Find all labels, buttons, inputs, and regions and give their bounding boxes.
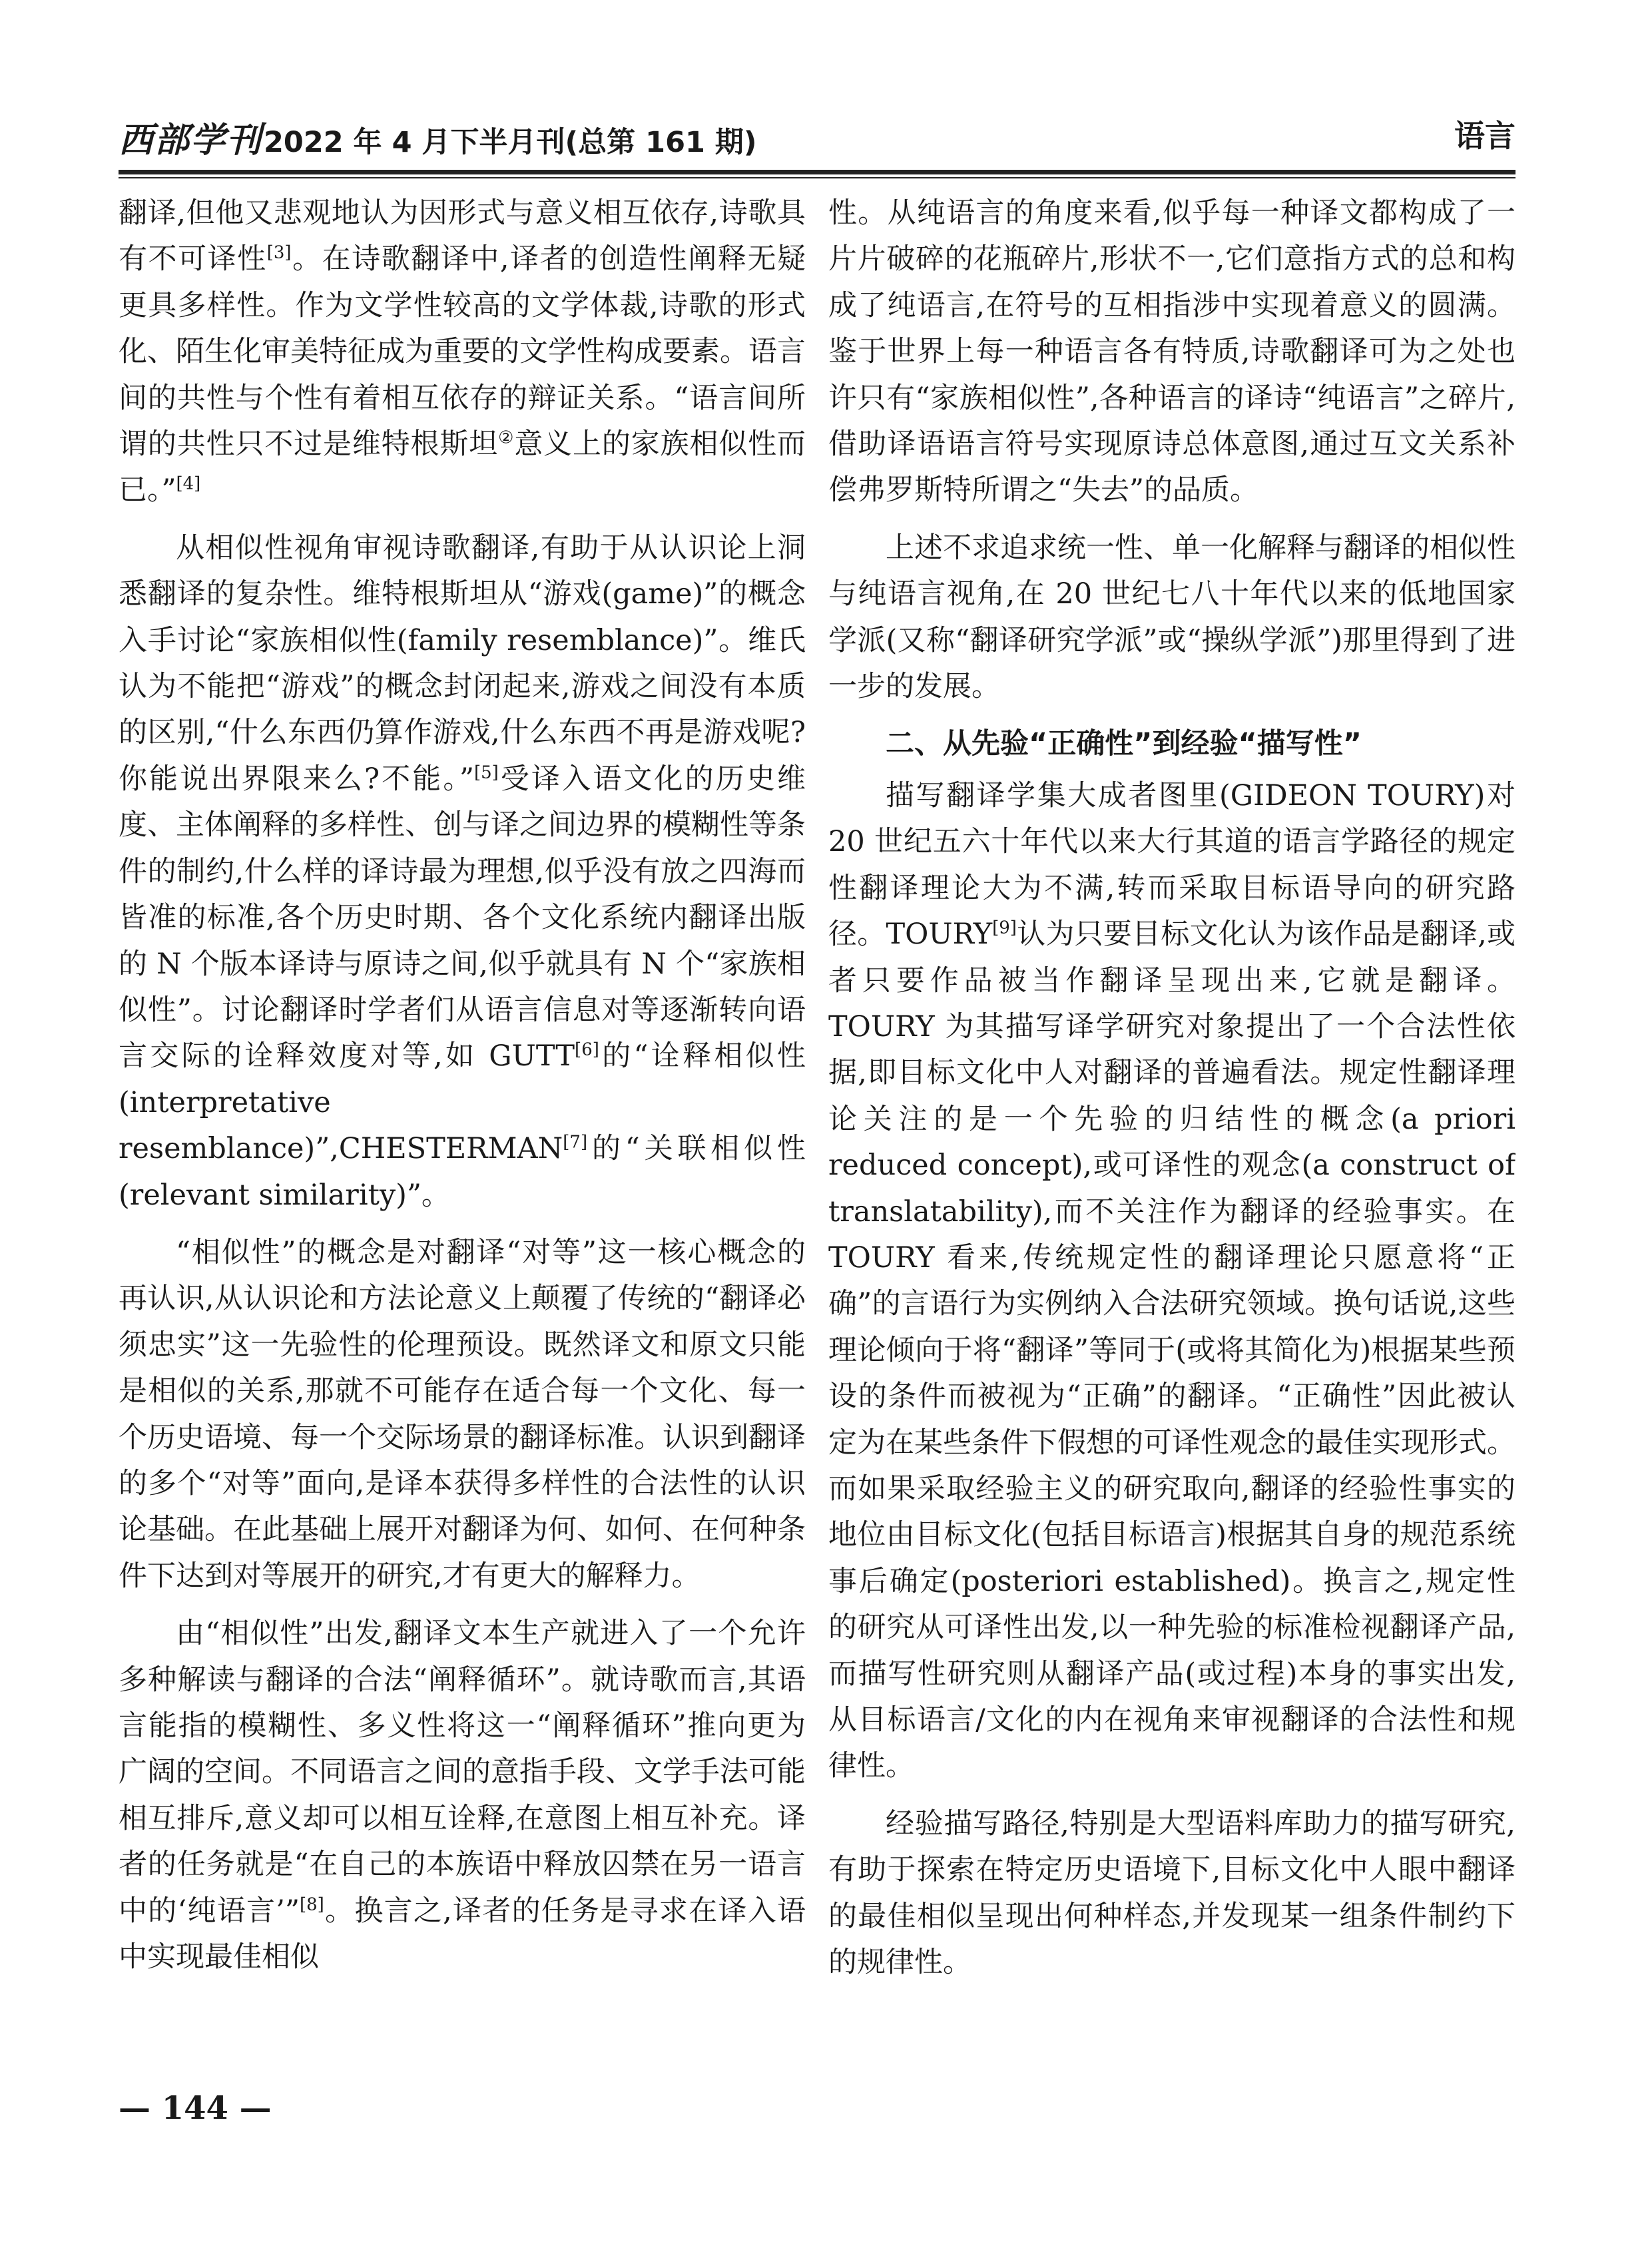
paragraph: 由“相似性”出发,翻译文本生产就进入了一个允许多种解读与翻译的合法“阐释循环”。就诗歌而言,其语言能指的模糊性、多义性将这一“阐释循环”推向更为广阔的空间。不同语言之间的意指手段、文学手法可能相互排斥,意义却可以相互诠释,在意图上相互补充。译者的任务就是“在自己的本族语中释放囚禁在另一语言中的‘纯语言’”[8]。换言之,译者的任务是寻求在译入语中实现最佳相似: [119, 1617, 806, 1974]
issue-info: 2022 年 4 月下半月刊(总第 161 期): [264, 126, 757, 159]
paragraph: 性。从纯语言的角度来看,似乎每一种译文都构成了一片片破碎的花瓶碎片,形状不一,它们意指方式的总和构成了纯语言,在符号的互相指涉中实现着意义的圆满。鉴于世界上每一种语言各有特质,诗歌翻译可为之处也许只有“家族相似性”,各种语言的译诗“纯语言”之碎片,借助译语语言符号实现原诗总体意图,通过互文关系补偿弗罗斯特所谓之“失去”的品质。: [828, 196, 1515, 507]
paragraph: 从相似性视角审视诗歌翻译,有助于从认识论上洞悉翻译的复杂性。维特根斯坦从“游戏(game)”的概念入手讨论“家族相似性(family resemblance)”。维氏认为不能把“游戏”的概念封闭起来,游戏之间没有本质的区别,“什么东西仍算作游戏,什么东西不再是游戏呢?你能说出界限来么?不能。”[5]受译入语文化的历史维度、主体阐释的多样性、创与译之间边界的模糊性等条件的制约,什么样的译诗最为理想,似乎没有放之四海而皆准的标准,各个历史时期、各个文化系统内翻译出版的 N 个版本译诗与原诗之间,似乎就具有 N 个“家族相似性”。讨论翻译时学者们从语言信息对等逐渐转向语言交际的诠释效度对等,如 GUTT[6]的“诠释相似性(interpretative resemblance)”,CHESTERMAN[7]的“关联相似性(relevant similarity)”。: [119, 531, 806, 1212]
footnote-marker: ②: [498, 427, 515, 448]
citation: [5]: [473, 762, 499, 783]
citation: [6]: [575, 1039, 599, 1060]
citation: [7]: [563, 1132, 588, 1153]
running-header: [119, 112, 1515, 165]
header-rule-thin: [119, 177, 1515, 178]
right-column: [828, 190, 1515, 2108]
paragraph: “相似性”的概念是对翻译“对等”这一核心概念的再认识,从认识论和方法论意义上颠覆了传统的“翻译必须忠实”这一先验性的伦理预设。既然译文和原文只能是相似的关系,那就不可能存在适合每一个文化、每一个历史语境、每一个交际场景的翻译标准。认识到翻译的多个“对等”面向,是译本获得多样性的合法性的认识论基础。在此基础上展开对翻译为何、如何、在何种条件下达到对等展开的研究,才有更大的解释力。: [119, 1235, 806, 1593]
citation: [8]: [299, 1894, 324, 1915]
header-rule: [119, 170, 1515, 174]
citation: [4]: [176, 474, 201, 495]
journal-logo: 西部学刊: [119, 120, 263, 160]
page-number: — 144 —: [119, 2090, 272, 2127]
citation: [3]: [266, 243, 292, 264]
paragraph: 描写翻译学集大成者图里(GIDEON TOURY)对 20 世纪五六十年代以来大行其道的语言学路径的规定性翻译理论大为不满,转而采取目标语导向的研究路径。TOURY[9]认为只要目标文化认为该作品是翻译,或者只要作品被当作翻译呈现出来,它就是翻译。TOURY 为其描写译学研究对象提出了一个合法性依据,即目标文化中人对翻译的普遍看法。规定性翻译理论关注的是一个先验的归结性的概念(a priori reduced concept),或可译性的观念(a construct of translatability),而不关注作为翻译的经验事实。在 TOURY 看来,传统规定性的翻译理论只愿意将“正确”的言语行为实例纳入合法研究领域。换句话说,这些理论倾向于将“翻译”等同于(或将其简化为)根据某些预设的条件而被视为“正确”的翻译。“正确性”因此被认定为在某些条件下假想的可译性观念的最佳实现形式。而如果采取经验主义的研究取向,翻译的经验性事实的地位由目标文化(包括目标语言)根据其自身的规范系统事后确定(posteriori established)。换言之,规定性的研究从可译性出发,以一种先验的标准检视翻译产品,而描写性研究则从翻译产品(或过程)本身的事实出发,从目标语言/文化的内在视角来审视翻译的合法性和规律性。: [828, 778, 1515, 1783]
paragraph: 经验描写路径,特别是大型语料库助力的描写研究,有助于探索在特定历史语境下,目标文化中人眼中翻译的最佳相似呈现出何种样态,并发现某一组条件制约下的规律性。: [828, 1807, 1515, 1980]
paragraph: 翻译,但他又悲观地认为因形式与意义相互依存,诗歌具有不可译性[3]。在诗歌翻译中,译者的创造性阐释无疑更具多样性。作为文学性较高的文学体裁,诗歌的形式化、陌生化审美特征成为重要的文学性构成要素。语言间的共性与个性有着相互依存的辩证关系。“语言间所谓的共性只不过是维特根斯坦②意义上的家族相似性而已。”[4]: [119, 196, 806, 507]
paragraph: 上述不求追求统一性、单一化解释与翻译的相似性与纯语言视角,在 20 世纪七八十年代以来的低地国家学派(又称“翻译研究学派”或“操纵学派”)那里得到了进一步的发展。: [828, 531, 1515, 704]
section-label: 语言: [1454, 118, 1515, 154]
section-heading: 二、从先验“正确性”到经验“描写性”: [886, 727, 1362, 761]
citation: [9]: [992, 918, 1017, 938]
header-left: [119, 112, 757, 162]
left-column: [119, 190, 806, 2108]
